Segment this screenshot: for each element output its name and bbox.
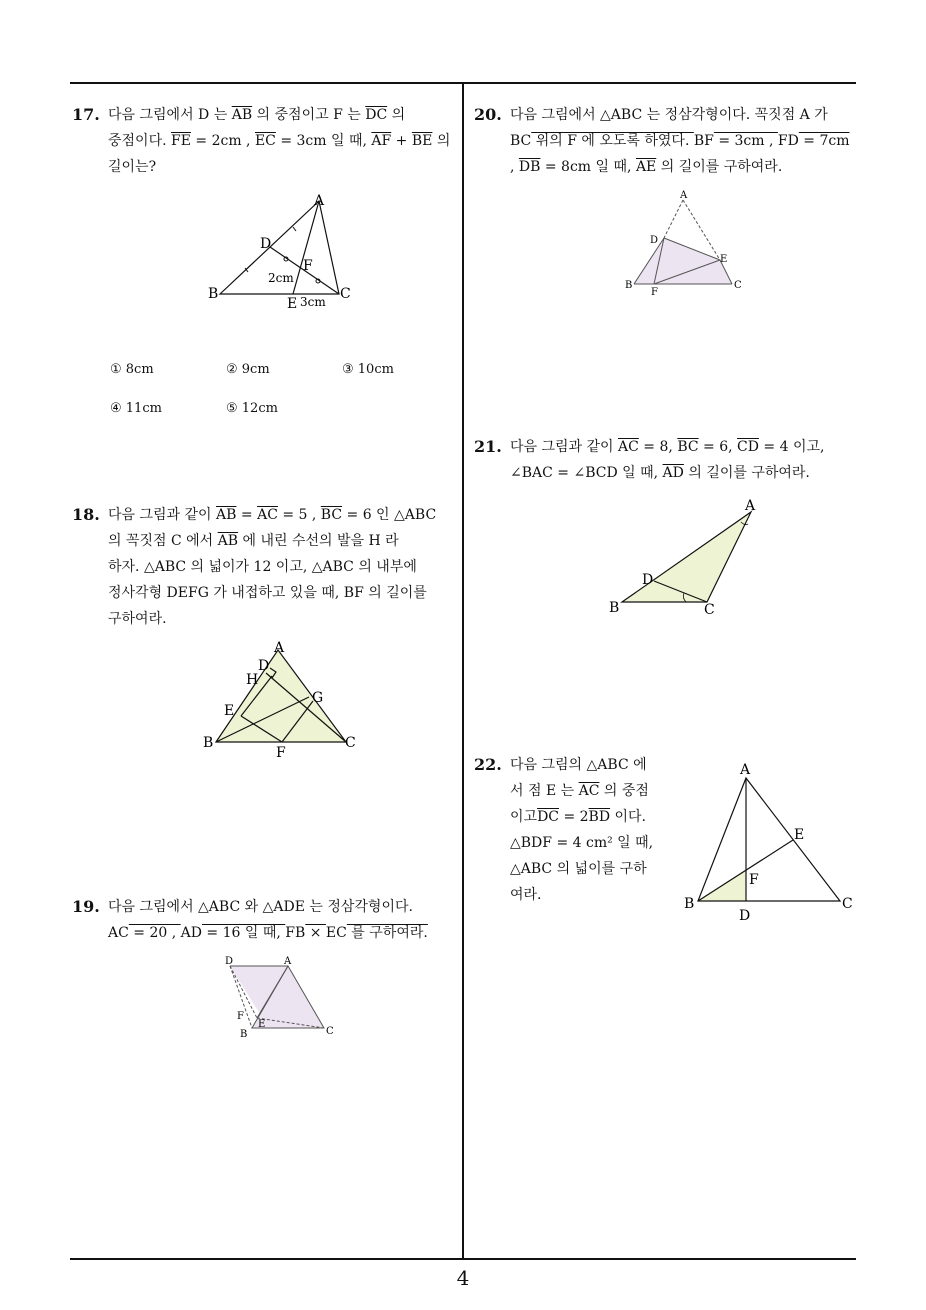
- text-segment: 다음 그림에서 △ABC 는 정삼각형이다. 꼭짓점 A 가: [510, 107, 828, 123]
- question-text-line: [108, 580, 427, 606]
- segment-name: $\overline{DC}$: [365, 107, 388, 123]
- figure-q18: [200, 638, 365, 760]
- text-segment: 에 내린 수선의 발을 H 라: [238, 533, 399, 549]
- segment-name: = 3cm ,: [713, 133, 778, 149]
- text-segment: = 3cm 일 때,: [275, 133, 372, 149]
- segment-name: $\overline{FE}$: [171, 133, 191, 149]
- vertex-d-label: D: [258, 658, 270, 674]
- text-segment: 의 꼭짓점 C 에서: [108, 533, 218, 549]
- text-segment: 하자. △ABC 의 넓이가 12 이고, △ABC 의 내부에: [108, 559, 417, 575]
- question-text-line: [108, 102, 405, 128]
- vertex-c-label: C: [326, 1026, 334, 1037]
- text-segment: 다음 그림과 같이: [108, 507, 217, 523]
- text-segment: 다음 그림과 같이: [510, 439, 619, 455]
- segment-name: $\overline{AD}$: [662, 465, 684, 481]
- figure-q21: [604, 494, 764, 620]
- vertex-d-label: D: [739, 908, 751, 924]
- choice-4[interactable]: ④ 11cm: [110, 401, 162, 416]
- question-text-line: [108, 894, 413, 920]
- vertex-e-label: E: [720, 254, 728, 265]
- segment-name: 위의 F 에 오도록 하였다.: [531, 133, 694, 149]
- segment-name: $\overline{BC}$: [677, 439, 699, 455]
- question-text-line: [510, 434, 824, 460]
- segment-name: = 7cm: [798, 133, 850, 149]
- segment-name: $\overline{AB}$: [216, 507, 237, 523]
- question-number: 21.: [474, 437, 502, 456]
- vertex-d-label: D: [260, 236, 272, 252]
- segment-name: = 16 일 때,: [201, 925, 286, 941]
- text-segment: 여라.: [510, 887, 542, 903]
- question-text-line: [510, 804, 646, 830]
- figure-q20: [620, 188, 750, 298]
- vertex-c-label: C: [734, 280, 742, 291]
- vertex-g-label: G: [312, 690, 324, 706]
- text-segment: BF: [693, 133, 714, 149]
- segment-name: $\overline{AE}$: [635, 159, 657, 175]
- vertex-d-label: D: [225, 956, 234, 967]
- text-segment: FD: [777, 133, 799, 149]
- figure-q19: [222, 952, 342, 1042]
- vertex-h-label: H: [246, 672, 259, 688]
- choice-1[interactable]: ① 8cm: [110, 362, 154, 377]
- vertex-b-label: B: [609, 600, 620, 616]
- text-segment: 의 길이를 구하여라.: [683, 465, 810, 481]
- question-number: 17.: [72, 105, 100, 124]
- choice-3[interactable]: ③ 10cm: [342, 362, 394, 377]
- text-segment: FB: [285, 925, 306, 941]
- text-segment: △ABC 의 넓이를 구하: [510, 861, 647, 877]
- text-segment: ∠BAC = ∠BCD 일 때,: [510, 465, 663, 481]
- text-segment: = 6,: [698, 439, 738, 455]
- vertex-f-label: F: [237, 1011, 244, 1022]
- vertex-b-label: B: [208, 286, 219, 302]
- question-number: 18.: [72, 505, 100, 524]
- text-segment: 이다.: [610, 809, 647, 825]
- segment-name: $\overline{AC}$: [578, 783, 600, 799]
- text-segment: 다음 그림에서 △ABC 와 △ADE 는 정삼각형이다.: [108, 899, 413, 915]
- question-text-line: [108, 606, 167, 632]
- question-text-line: [510, 882, 542, 908]
- text-segment: = 8cm 일 때,: [540, 159, 636, 175]
- text-segment: AD: [180, 925, 202, 941]
- vertex-e-label: E: [258, 1019, 266, 1030]
- choice-2[interactable]: ② 9cm: [226, 362, 270, 377]
- vertex-b-label: B: [240, 1029, 248, 1040]
- text-segment: = 8,: [638, 439, 678, 455]
- length-fe-label: 2cm: [268, 271, 294, 285]
- text-segment: 구하여라.: [108, 611, 167, 627]
- vertex-c-label: C: [842, 896, 853, 912]
- text-segment: BC: [510, 133, 532, 149]
- text-segment: 정사각형 DEFG 가 내접하고 있을 때, BF 의 길이를: [108, 585, 427, 601]
- segment-name: $\overline{EC}$: [254, 133, 276, 149]
- segment-name: $\overline{CD}$: [737, 439, 759, 455]
- text-segment: 길이는?: [108, 159, 157, 175]
- segment-name: $\overline{DB}$: [518, 159, 541, 175]
- vertex-a-label: A: [284, 956, 292, 967]
- text-segment: 의 중점이고 F 는: [252, 107, 366, 123]
- text-segment: 의: [432, 133, 451, 149]
- column-divider: [462, 84, 464, 1260]
- question-text-line: [510, 154, 782, 180]
- text-segment: = 4 이고,: [758, 439, 825, 455]
- vertex-b-label: B: [625, 280, 633, 291]
- segment-name: $\overline{BE}$: [411, 133, 433, 149]
- text-segment: 의 중점: [599, 783, 649, 799]
- segment-name: $\overline{AC}$: [618, 439, 639, 455]
- question-number: 20.: [474, 105, 502, 124]
- segment-name: $\overline{AB}$: [231, 107, 253, 123]
- question-text-line: [108, 154, 156, 180]
- vertex-e-label: E: [794, 827, 805, 843]
- vertex-b-label: B: [203, 735, 214, 751]
- segment-name: $\overline{BC}$: [320, 507, 343, 523]
- question-text-line: [510, 102, 828, 128]
- length-ec-label: 3cm: [300, 295, 326, 309]
- question-text-line: [510, 830, 653, 856]
- text-segment: 다음 그림의 △ABC 에: [510, 757, 647, 773]
- question-number: 19.: [72, 897, 100, 916]
- vertex-a-label: A: [745, 498, 756, 514]
- vertex-a-label: A: [314, 193, 325, 209]
- text-segment: EC: [325, 925, 347, 941]
- vertex-b-label: B: [684, 896, 695, 912]
- question-text-line: [510, 752, 647, 778]
- segment-name: 를 구하여라.: [346, 925, 428, 941]
- vertex-f-label: F: [651, 287, 658, 298]
- segment-name: $\overline{AF}$: [371, 133, 392, 149]
- page-number: 4: [456, 1266, 470, 1290]
- text-segment: 서 점 E 는: [510, 783, 579, 799]
- question-text-line: [510, 460, 810, 486]
- text-segment: 의: [387, 107, 406, 123]
- segment-name: = 20 ,: [128, 925, 181, 941]
- question-text-line: [108, 920, 428, 946]
- question-number: 22.: [474, 755, 502, 774]
- question-text-line: [510, 778, 649, 804]
- segment-name: ×: [305, 925, 326, 941]
- text-segment: = 2: [559, 809, 589, 825]
- text-segment: △BDF = 4 cm² 일 때,: [510, 835, 654, 851]
- vertex-c-label: C: [704, 602, 715, 618]
- segment-name: $\overline{AC}$: [257, 507, 278, 523]
- footer-rule: [70, 1258, 856, 1260]
- choice-5[interactable]: ⑤ 12cm: [226, 401, 278, 416]
- segment-name: $\overline{BD}$: [588, 809, 611, 825]
- text-segment: ,: [510, 159, 519, 175]
- question-text-line: [510, 856, 647, 882]
- vertex-f-label: F: [749, 872, 759, 888]
- text-segment: =: [236, 507, 258, 523]
- text-segment: 중점이다.: [108, 133, 171, 149]
- vertex-e-label: E: [224, 703, 235, 719]
- question-text-line: [108, 528, 399, 554]
- segment-name: $\overline{AB}$: [217, 533, 239, 549]
- text-segment: AC: [108, 925, 129, 941]
- vertex-d-label: D: [642, 572, 654, 588]
- vertex-a-label: A: [274, 640, 285, 656]
- text-segment: = 6 인 △ABC: [342, 507, 437, 523]
- question-text-line: [510, 128, 850, 154]
- figure-q22: [680, 760, 860, 930]
- question-text-line: [108, 554, 417, 580]
- vertex-d-label: D: [650, 235, 659, 246]
- text-segment: = 5 ,: [277, 507, 321, 523]
- figure-q17: [200, 188, 360, 318]
- question-text-line: [108, 502, 436, 528]
- text-segment: = 2cm ,: [190, 133, 255, 149]
- text-segment: +: [391, 133, 412, 149]
- segment-name: $\overline{DC}$: [537, 809, 559, 825]
- vertex-a-label: A: [680, 190, 688, 201]
- vertex-f-label: F: [303, 258, 313, 274]
- text-segment: 의 길이를 구하여라.: [656, 159, 783, 175]
- vertex-c-label: C: [345, 735, 356, 751]
- text-segment: 이고: [510, 809, 538, 825]
- vertex-e-label: E: [287, 296, 298, 312]
- text-segment: 다음 그림에서 D 는: [108, 107, 232, 123]
- question-text-line: [108, 128, 450, 154]
- vertex-a-label: A: [740, 762, 751, 778]
- vertex-f-label: F: [276, 745, 286, 761]
- vertex-c-label: C: [340, 286, 351, 302]
